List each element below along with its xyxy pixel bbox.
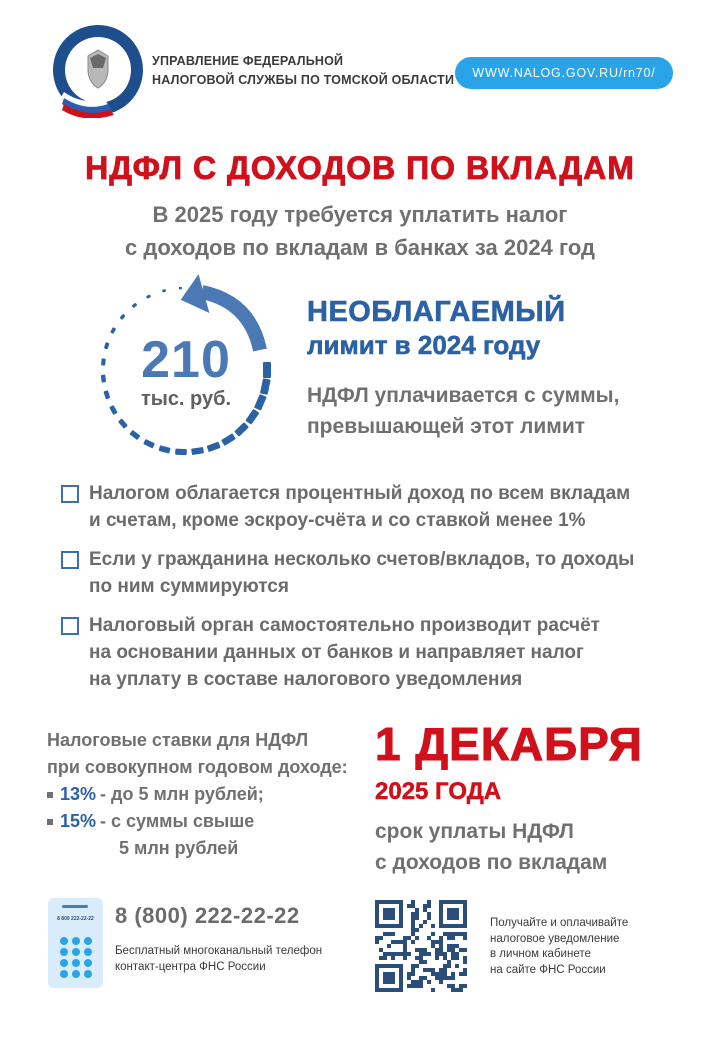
ring-dash xyxy=(118,418,128,428)
ring-dash xyxy=(162,289,166,293)
rate-percent: 15% xyxy=(60,811,97,831)
qr-note-line-2: налоговое уведомление xyxy=(490,932,620,945)
ring-dash xyxy=(221,433,236,446)
ring-dash xyxy=(191,447,204,455)
qr-note-line-3: в личном кабинете xyxy=(490,948,591,960)
rates-heading-1: Налоговые ставки для НДФЛ xyxy=(47,730,309,750)
rate-item xyxy=(47,808,348,835)
ring-dash xyxy=(207,442,221,453)
bullet-square-icon xyxy=(47,792,53,798)
limit-heading-2: лимит в 2024 году xyxy=(307,330,541,360)
qr-note-line-1: Получайте и оплачивайте xyxy=(490,917,629,929)
qr-note xyxy=(490,916,628,978)
hotline-note-line-1: Бесплатный многоканальный телефон xyxy=(115,945,323,957)
ring-dash xyxy=(104,342,110,349)
bullet-line: и счетам, кроме эскроу-счёта и со ставкой менее 1% xyxy=(89,510,586,531)
org-line-2: НАЛОГОВОЙ СЛУЖБЫ ПО ТОМСКОЙ ОБЛАСТИ xyxy=(152,73,455,87)
limit-amount: 210 xyxy=(141,331,231,389)
rate-text: - до 5 млн рублей; xyxy=(100,784,264,804)
ring-dash xyxy=(120,314,126,320)
page-title: НДФЛ С ДОХОДОВ ПО ВКЛАДАМ xyxy=(85,150,635,186)
ring-dash xyxy=(101,358,106,365)
bullet-item xyxy=(58,480,678,534)
bullet-line: по ним суммируются xyxy=(89,576,289,597)
deadline-note-line-1: срок уплаты НДФЛ xyxy=(375,820,574,843)
checkbox-icon xyxy=(61,617,79,635)
rate-percent: 13% xyxy=(60,784,97,804)
checkbox-icon xyxy=(61,551,79,569)
bullet-line: Налогом облагается процентный доход по всем вкладам xyxy=(89,483,631,504)
keypad-icon xyxy=(60,937,94,978)
limit-note-line-2: превышающей этот лимит xyxy=(307,415,586,438)
ring-dash xyxy=(263,362,271,378)
ring-dash xyxy=(254,394,267,411)
ring-dash xyxy=(132,303,138,308)
phone-speaker-icon xyxy=(62,905,88,908)
ring-dash xyxy=(146,294,151,299)
deadline-date: 1 ДЕКАБРЯ xyxy=(375,718,643,770)
ring-dash xyxy=(129,430,140,440)
rate-continuation: 5 млн рублей xyxy=(119,838,239,858)
deadline-note xyxy=(375,816,607,878)
deadline-note-line-2: с доходов по вкладам xyxy=(375,851,608,874)
limit-note-line-1: НДФЛ уплачивается с суммы, xyxy=(307,384,620,407)
ring-dash xyxy=(143,439,155,449)
org-line-1: УПРАВЛЕНИЕ ФЕДЕРАЛЬНОЙ xyxy=(152,54,344,68)
subtitle-line-2: с доходов по вкладам в банках за 2024 год xyxy=(125,235,595,260)
ring-dash xyxy=(245,409,259,425)
bullet-line: Налоговый орган самостоятельно производит расчёт xyxy=(89,615,600,636)
ring-dash xyxy=(175,449,187,456)
rates-heading-2: при совокупном годовом доходе: xyxy=(47,757,348,777)
ring-dash xyxy=(103,390,110,399)
limit-unit: тыс. руб. xyxy=(140,388,232,410)
bullet-line: на уплату в составе налогового уведомления xyxy=(89,669,523,690)
subtitle xyxy=(0,198,720,264)
phone-screen-number: 8 800 222-22-22 xyxy=(57,916,94,922)
rate-item xyxy=(47,781,348,808)
website-link[interactable]: WWW.NALOG.GOV.RU/rn70/ xyxy=(455,57,673,89)
bullet-item xyxy=(58,612,678,693)
organization-name xyxy=(152,52,454,90)
bullet-item xyxy=(58,546,678,600)
qr-note-line-4: на сайте ФНС России xyxy=(490,963,606,976)
ring-dash xyxy=(110,327,116,334)
hotline-number[interactable]: 8 (800) 222-22-22 xyxy=(115,903,300,928)
qr-code-icon[interactable] xyxy=(375,900,467,992)
hotline-note-line-2: контакт-центра ФНС России xyxy=(115,961,266,973)
limit-heading-1: НЕОБЛАГАЕМЫЙ xyxy=(307,296,566,328)
ring-dash xyxy=(260,378,271,395)
fns-emblem-logo xyxy=(50,22,146,118)
hotline-note xyxy=(115,943,322,975)
ring-dash xyxy=(109,405,118,415)
ring-dash xyxy=(179,287,182,290)
checkbox-icon xyxy=(61,485,79,503)
tax-rates xyxy=(47,727,348,862)
ring-dash xyxy=(234,422,249,437)
info-bullets xyxy=(58,480,678,705)
deadline-year: 2025 ГОДА xyxy=(375,778,502,805)
limit-note xyxy=(307,380,619,442)
bullet-square-icon xyxy=(47,819,53,825)
rate-text: - с суммы свыше xyxy=(100,811,255,831)
bullet-line: на основании данных от банков и направляет налог xyxy=(89,642,584,663)
ring-dash xyxy=(159,445,171,453)
bullet-line: Если у гражданина несколько счетов/вкладов, то доходы xyxy=(89,549,635,570)
ring-dash xyxy=(101,375,106,383)
subtitle-line-1: В 2025 году требуется уплатить налог xyxy=(152,202,568,227)
